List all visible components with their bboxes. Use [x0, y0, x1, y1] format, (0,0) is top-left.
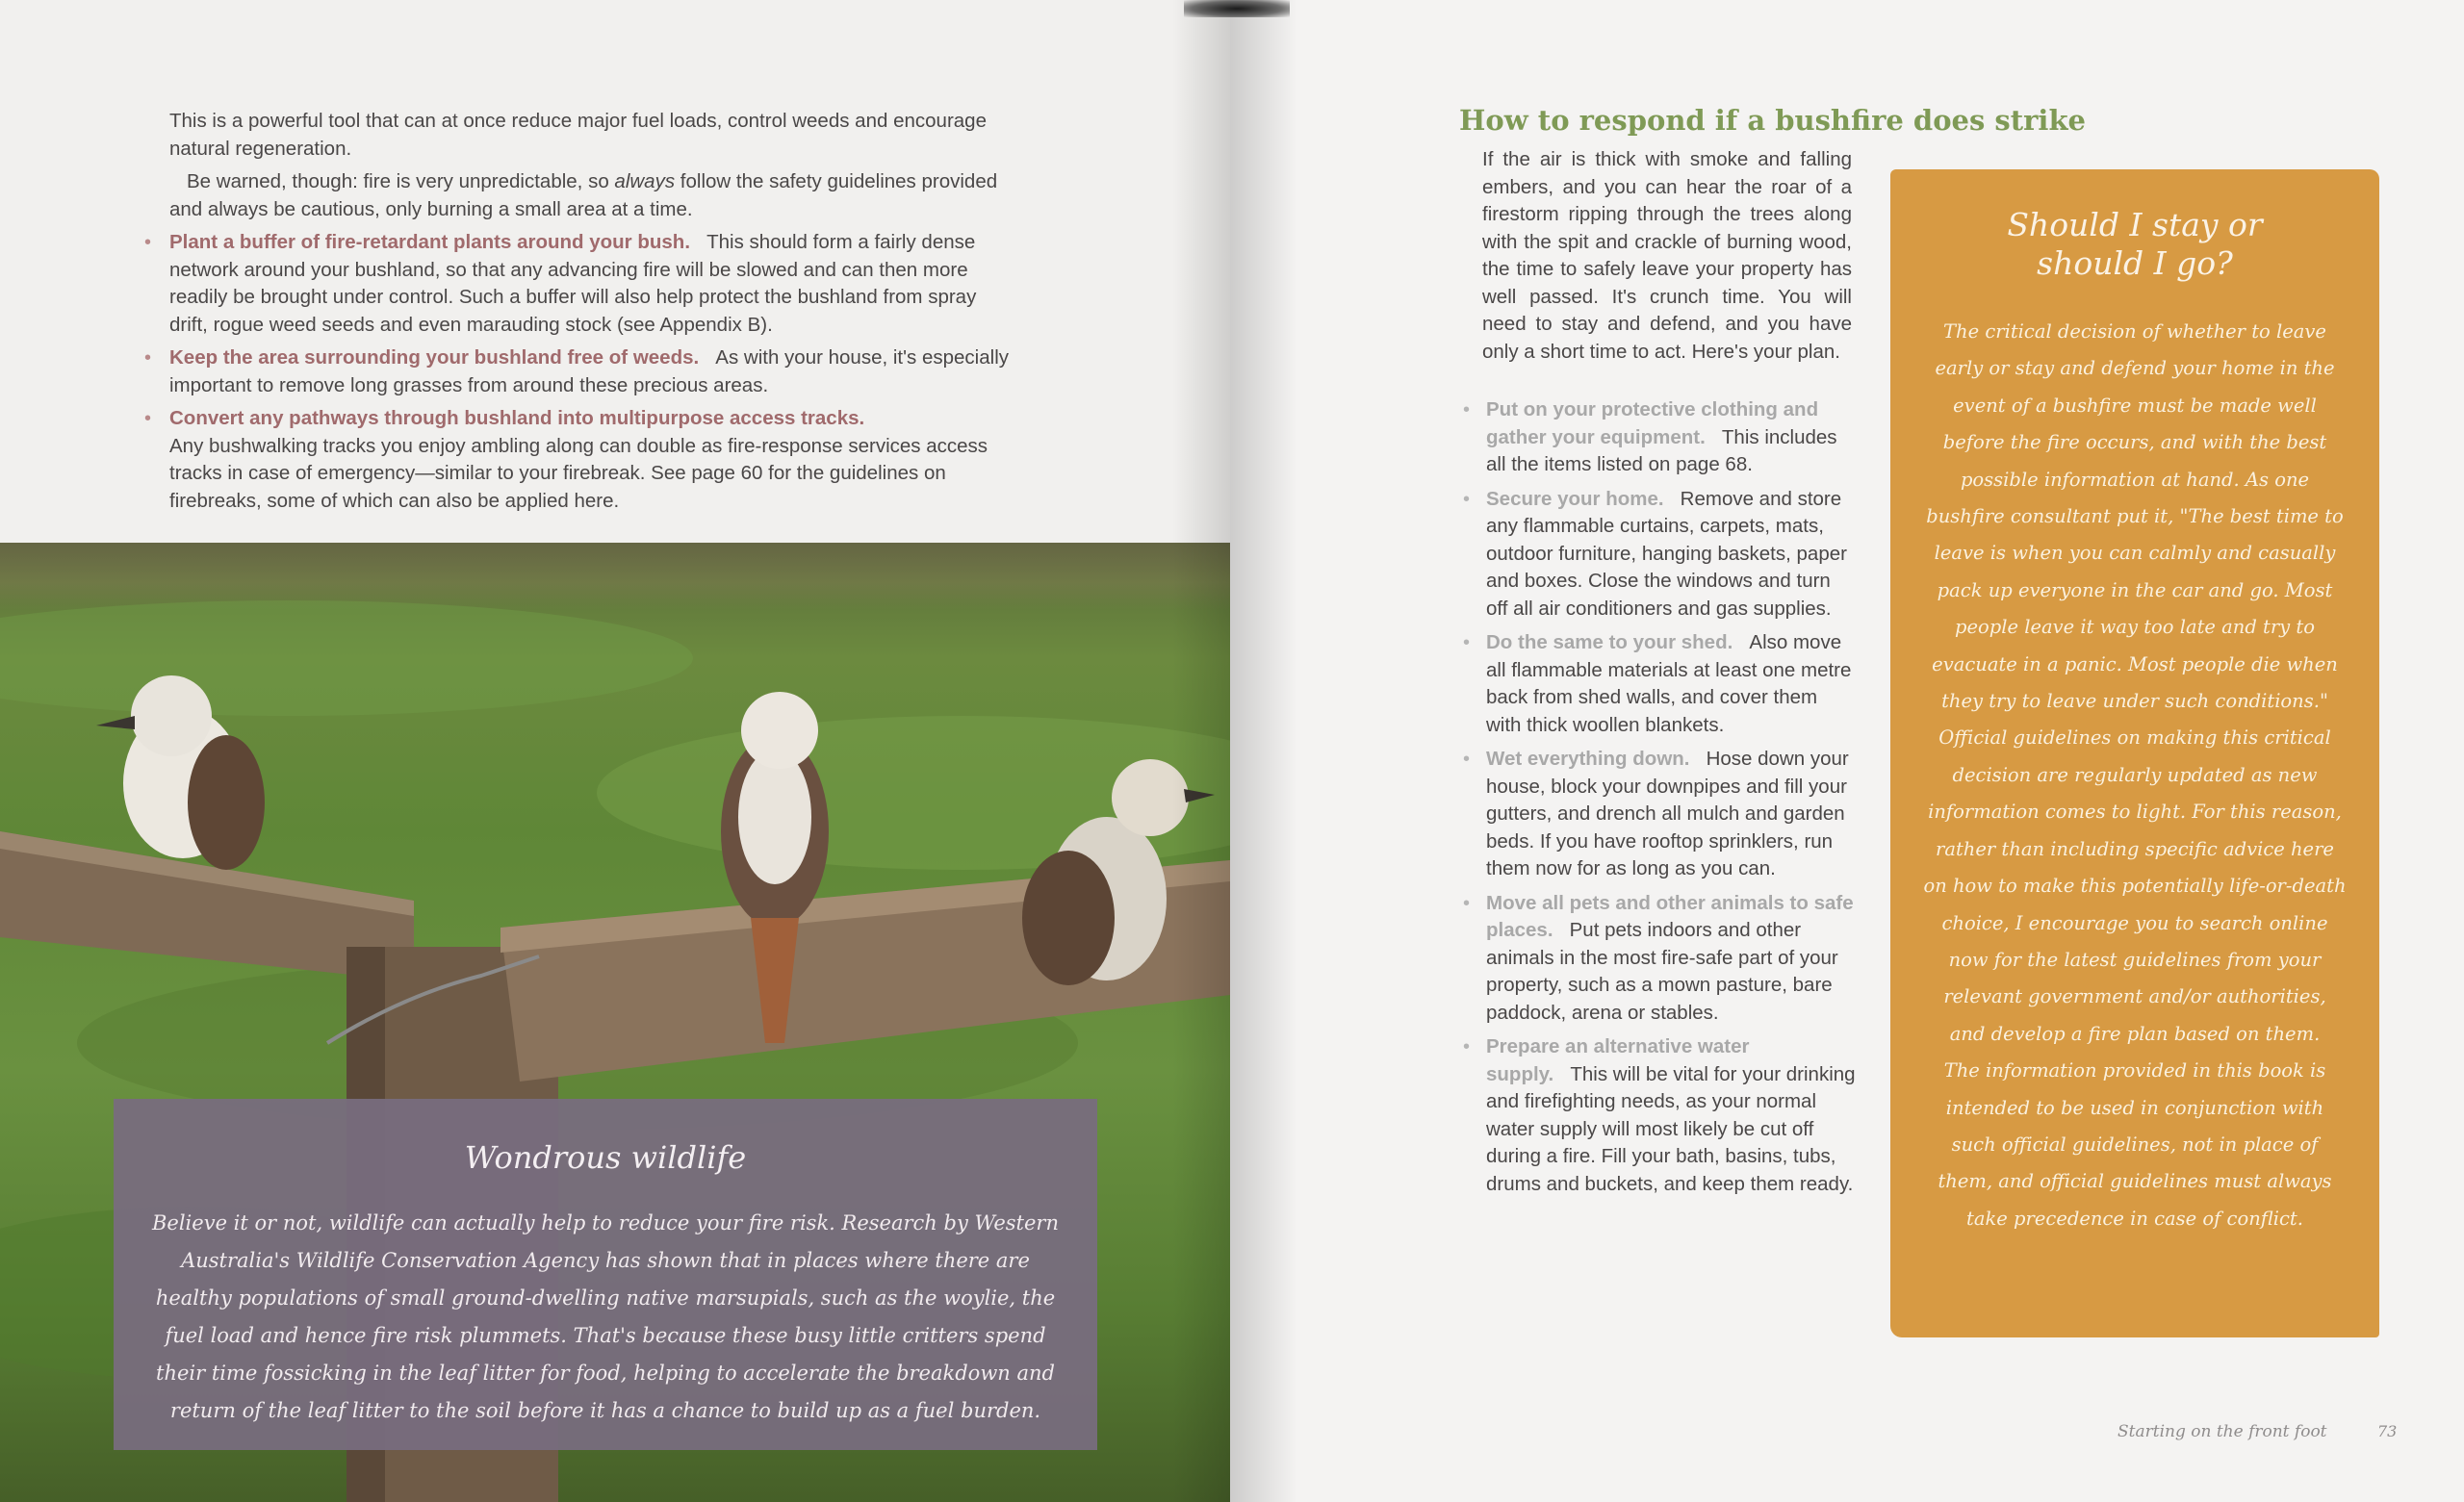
list-item [1463, 746, 1856, 883]
page-number: 73 [2377, 1422, 2398, 1440]
bullet-heading: Do the same to your shed. [1486, 631, 1733, 653]
sidebar-text [1923, 314, 2347, 1237]
bullet-heading: Prepare an alternative water supply. [1486, 1035, 1750, 1085]
intro-p2-before: Be warned, though: fire is very unpredictable, so [187, 170, 615, 192]
intro-p2-after: follow the safety guidelines provided and always be cautious, only burning a small area at a time. [169, 170, 998, 220]
list-item [1463, 486, 1856, 624]
list-item [144, 344, 1016, 399]
bullet-dot-icon: • [1463, 399, 1471, 420]
right-bullet-list [1463, 396, 1856, 1205]
bullet-text: This should form a fairly dense network around your bushland, so that any advancing fire will be slowed and can then more readily be brought under control. Such a buffer will also help protect the bushland from spray drift, rogue weed seeds and even marauding stock (see Appendix B). [169, 231, 977, 336]
bullet-dot-icon: • [1463, 488, 1471, 510]
book-spine-shadow [1184, 0, 1290, 17]
bullet-heading: Secure your home. [1486, 487, 1664, 510]
sidebar-title-line-2: should I go? [2037, 244, 2233, 282]
list-item [1463, 629, 1856, 739]
bullet-text: Put pets indoors and other animals in the most fire-safe part of your property, such as a mown pasture, bare paddock, arena or stables. [1486, 919, 1838, 1024]
section-intro: If the air is thick with smoke and falling embers, and you can hear the roar of a firestorm ripping through the trees along with the spit and crackle of burning wood, the time to safely leave your property has well passed. It's crunch time. You will need to stay and defend, and you have only a short time to act. Here's your plan. [1482, 148, 1852, 363]
left-page [0, 0, 1230, 1502]
intro-paragraph-1: This is a powerful tool that can at once reduce major fuel loads, control weeds and encourage natural regeneration. [169, 110, 987, 160]
stay-or-go-sidebar [1890, 169, 2379, 1337]
sidebar-paragraph-1: The critical decision of whether to leave early or stay and defend your home in the event of a bushfire must be made well before the fire occurs, and with the best possible information at hand. As one bushfire consultant put it, "The best time to leave is when you can calmly and casually pack up everyone in the car and go. Most people leave it way too late and try to evacuate in a panic. Most people die when they try to leave under such conditions." [1926, 320, 2344, 713]
sidebar-paragraph-2: Official guidelines on making this critical decision are regularly updated as new information comes to light. For this reason, rather than including specific advice here on how to make this potentially life-or-death choice, I encourage you to search online now for the latest guidelines from your relevant government and/or authorities, and develop a fire plan based on them. [1923, 726, 2347, 1045]
list-item [144, 405, 1016, 515]
bullet-text: This includes all the items listed on page 68. [1486, 425, 1837, 475]
list-item [1463, 396, 1856, 479]
bullet-dot-icon: • [1463, 632, 1471, 653]
bullet-text: Also move all flammable materials at least one metre back from shed walls, and cover them with thick woollen blankets. [1486, 631, 1852, 736]
list-item [1463, 1033, 1856, 1198]
sidebar-title [1890, 206, 2379, 283]
left-bullet-list [144, 229, 1016, 515]
bullet-dot-icon: • [144, 347, 152, 369]
bullet-text: Hose down your house, block your downpipes and fill your gutters, and drench all mulch and garden beds. If you have rooftop sprinklers, run them now for as long as you can. [1486, 748, 1849, 879]
intro-p2-emphasis: always [614, 170, 676, 192]
bullet-heading: Wet everything down. [1486, 748, 1690, 770]
bullet-dot-icon: • [1463, 892, 1471, 914]
sidebar-title-line-1: Should I stay or [2007, 206, 2263, 243]
left-body-text [144, 108, 1016, 521]
bullet-text: Any bushwalking tracks you enjoy ambling along can double as fire-response services access tracks in case of emergency—similar to your firebreak. See page 60 for the guidelines on firebreaks, some of which can also be applied here. [169, 434, 988, 512]
bullet-text: Remove and store any flammable curtains, carpets, mats, outdoor furniture, hanging baskets, paper and boxes. Close the windows and turn off all air conditioners and gas supplies. [1486, 487, 1847, 620]
bullet-text: This will be vital for your drinking and firefighting needs, as your normal water supply will most likely be cut off during a fire. Fill your bath, basins, tubs, drums and buckets, and keep them ready. [1486, 1062, 1856, 1195]
intro-paragraph-2 [169, 168, 1016, 223]
bullet-heading: Plant a buffer of fire-retardant plants around your bush. [169, 231, 691, 253]
bullet-heading: Convert any pathways through bushland into multipurpose access tracks. [169, 407, 865, 429]
list-item [144, 229, 1016, 339]
bullet-heading: Keep the area surrounding your bushland free of weeds. [169, 346, 700, 369]
wildlife-callout-box [114, 1099, 1097, 1450]
bullet-text: As with your house, it's especially important to remove long grasses from around these precious areas. [169, 346, 1009, 396]
list-item [1463, 890, 1856, 1028]
bullet-dot-icon: • [144, 408, 152, 429]
wildlife-callout-text: Believe it or not, wildlife can actually help to reduce your fire risk. Research by Western Australia's Wildlife Conservation Agency has shown that in places where there are healthy populations of small ground-dwelling native marsupials, such as the woylie, the fuel load and hence fire risk plummets. That's because these busy little critters spend their time fossicking in the leaf litter for food, helping to accelerate the breakdown and return of the leaf litter to the soil before it has a chance to build up as a fuel burden. [151, 1211, 1059, 1422]
gutter-shadow [1230, 0, 1297, 1502]
gutter-shadow [1172, 0, 1230, 1502]
bullet-heading: Put on your protective clothing and gather your equipment. [1486, 398, 1819, 448]
bullet-dot-icon: • [144, 232, 152, 253]
section-heading: How to respond if a bushfire does strike [1459, 104, 2086, 137]
wildlife-callout-title: Wondrous wildlife [464, 1139, 747, 1176]
bullet-dot-icon: • [1463, 749, 1471, 770]
bullet-heading: Move all pets and other animals to safe places. [1486, 891, 1854, 941]
sidebar-paragraph-3: The information provided in this book is intended to be used in conjunction with such official guidelines, not in place of them, and official guidelines must always take precedence in case of conflict. [1938, 1059, 2332, 1230]
running-footer-title: Starting on the front foot [2118, 1422, 2327, 1441]
bullet-dot-icon: • [1463, 1036, 1471, 1057]
